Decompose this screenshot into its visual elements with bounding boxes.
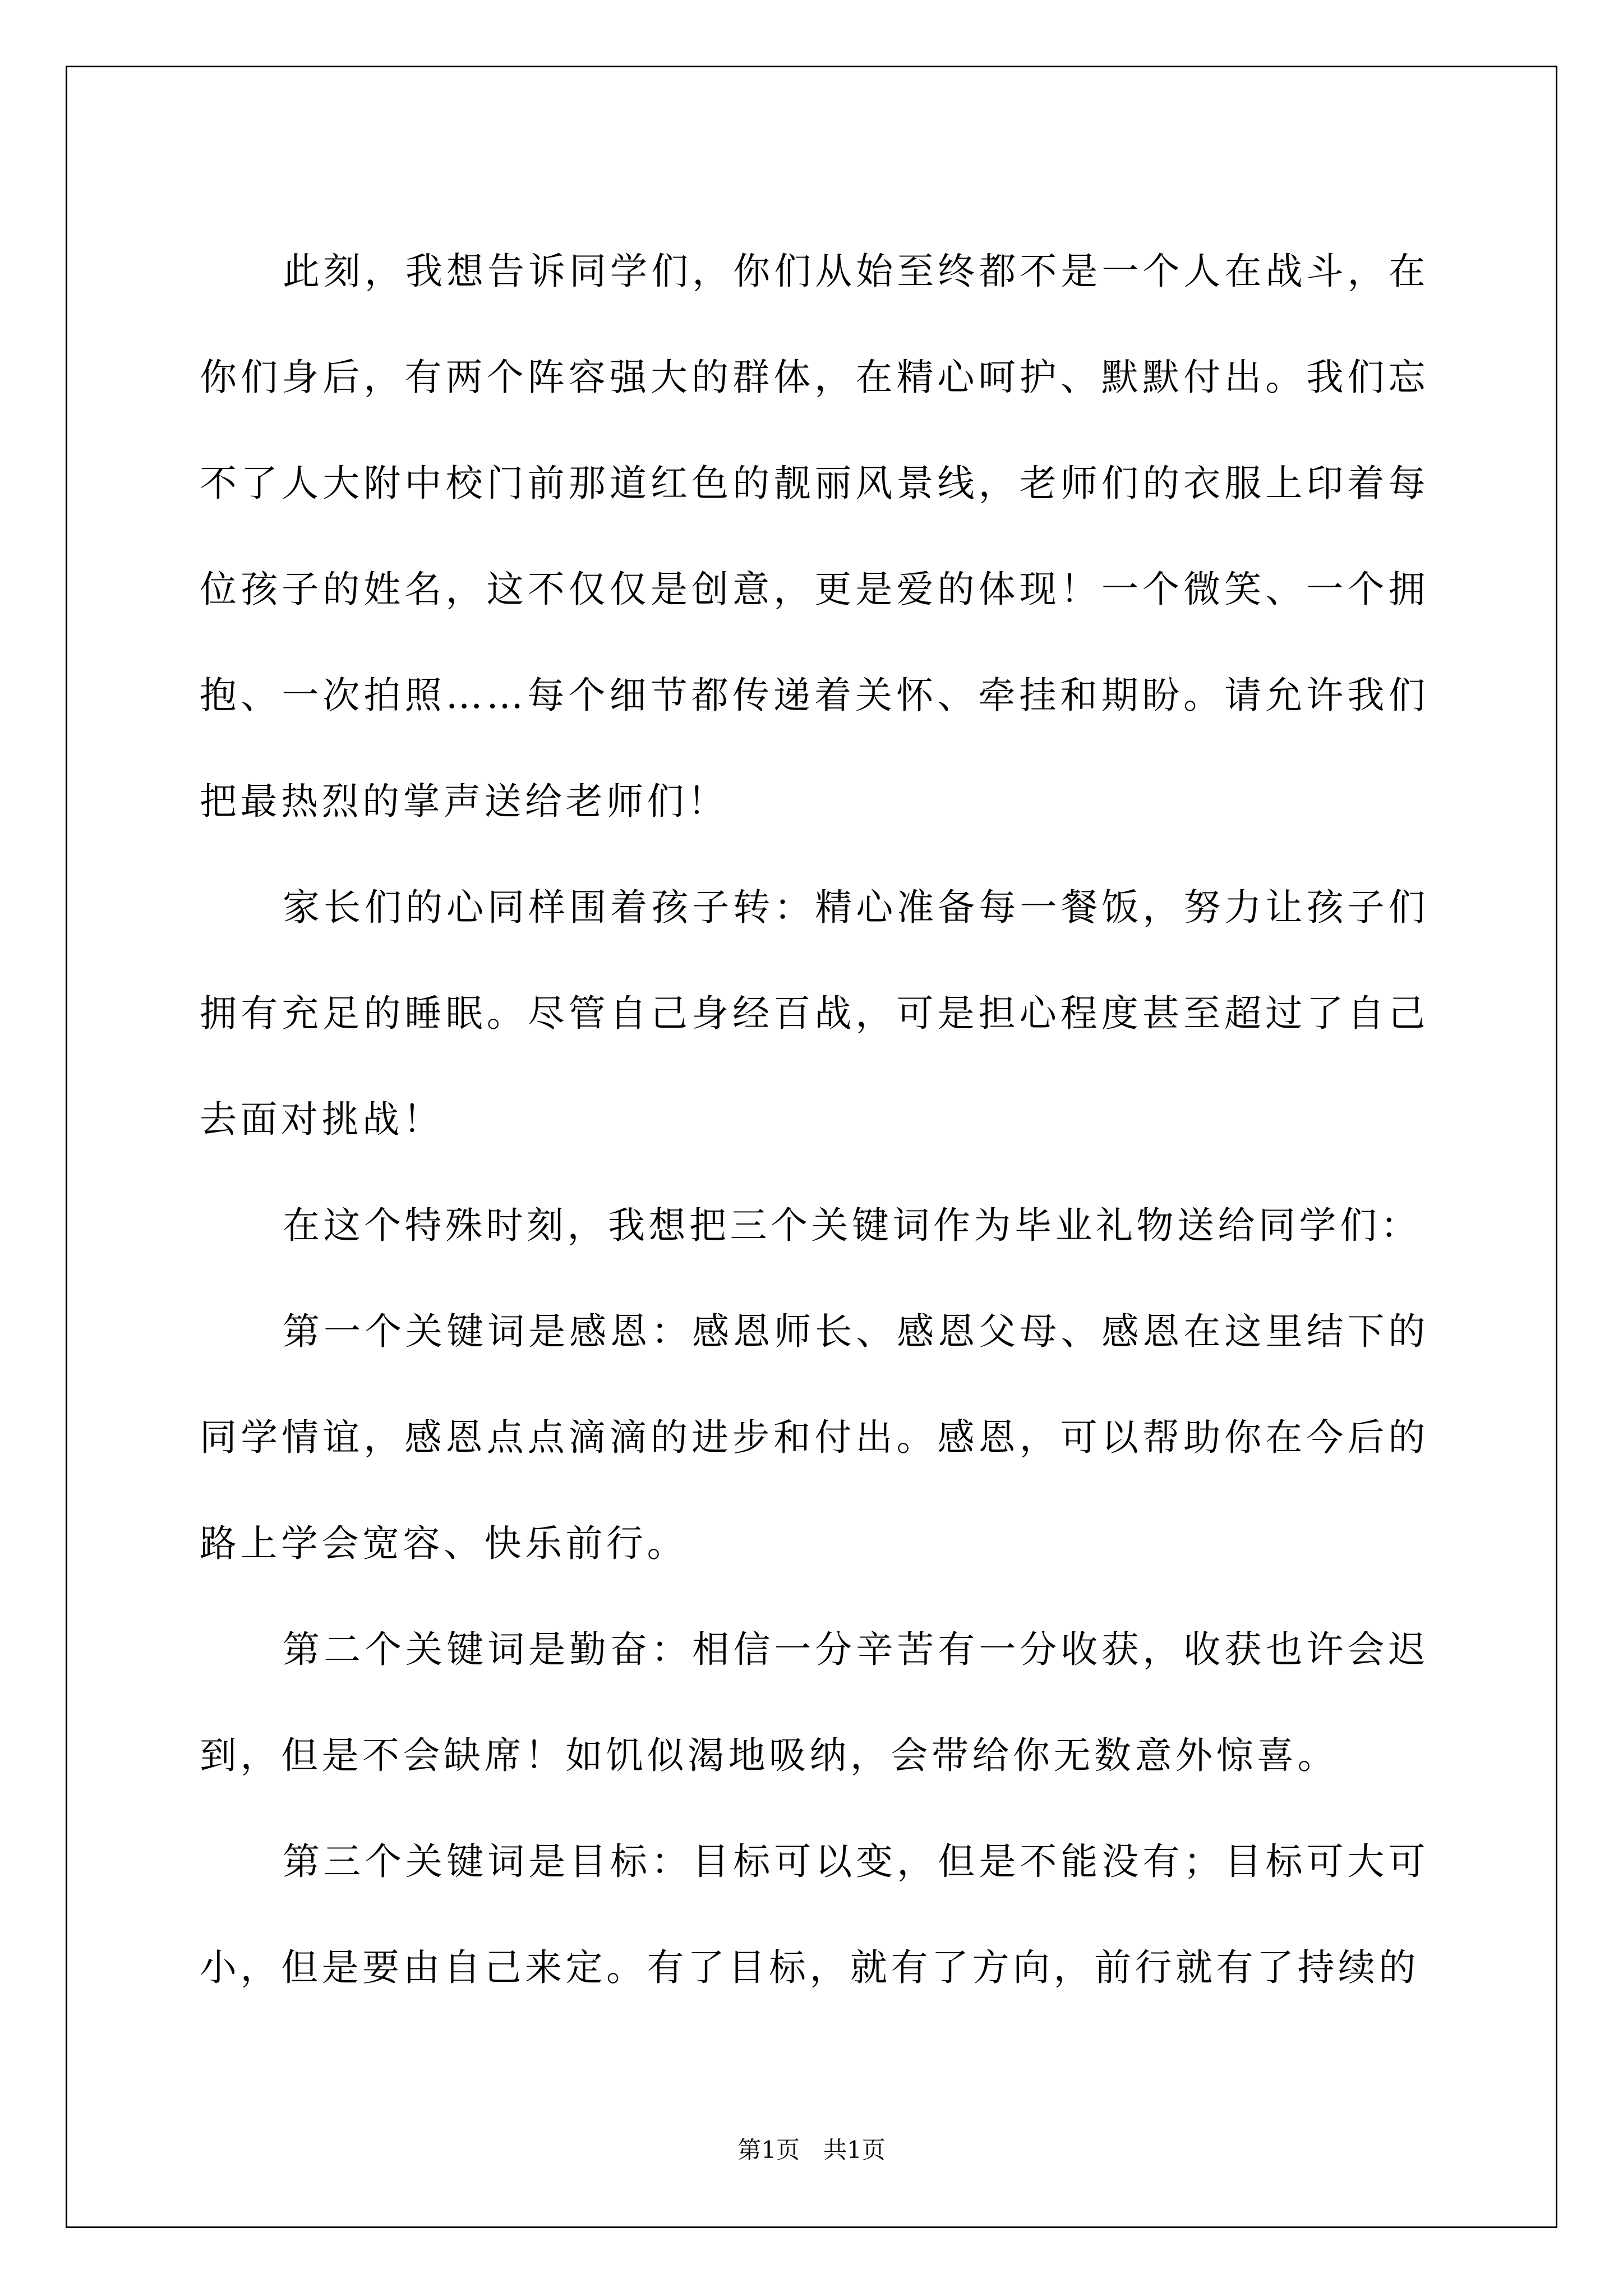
paragraph-5: 第二个关键词是勤奋：相信一分辛苦有一分收获，收获也许会迟到，但是不会缺席！如饥似渴地吸纳，会带给你无数意外惊喜。 xyxy=(200,1628,1429,1777)
paragraph-6: 第三个关键词是目标：目标可以变，但是不能没有；目标可大可小，但是要由自己来定。有了目标，就有了方向，前行就有了持续的 xyxy=(200,1840,1429,1989)
document-body xyxy=(200,218,1429,2021)
paragraph-1: 此刻，我想告诉同学们，你们从始至终都不是一个人在战斗，在你们身后，有两个阵容强大的群体，在精心呵护、默默付出。我们忘不了人大附中校门前那道红色的靓丽风景线，老师们的衣服上印着每位孩子的姓名，这不仅仅是创意，更是爱的体现！一个微笑、一个拥抱、一次拍照……每个细节都传递着关怀、牵挂和期盼。请允许我们把最热烈的掌声送给老师们！ xyxy=(200,250,1429,823)
page-footer: 第1页 共1页 xyxy=(737,2136,886,2164)
paragraph-3: 在这个特殊时刻，我想把三个关键词作为毕业礼物送给同学们： xyxy=(283,1204,1421,1247)
paragraph-4: 第一个关键词是感恩：感恩师长、感恩父母、感恩在这里结下的同学情谊，感恩点点滴滴的进步和付出。感恩，可以帮助你在今后的路上学会宽容、快乐前行。 xyxy=(200,1310,1429,1565)
paragraph-2: 家长们的心同样围着孩子转：精心准备每一餐饭，努力让孩子们拥有充足的睡眠。尽管自己身经百战，可是担心程度甚至超过了自己去面对挑战！ xyxy=(200,886,1429,1141)
